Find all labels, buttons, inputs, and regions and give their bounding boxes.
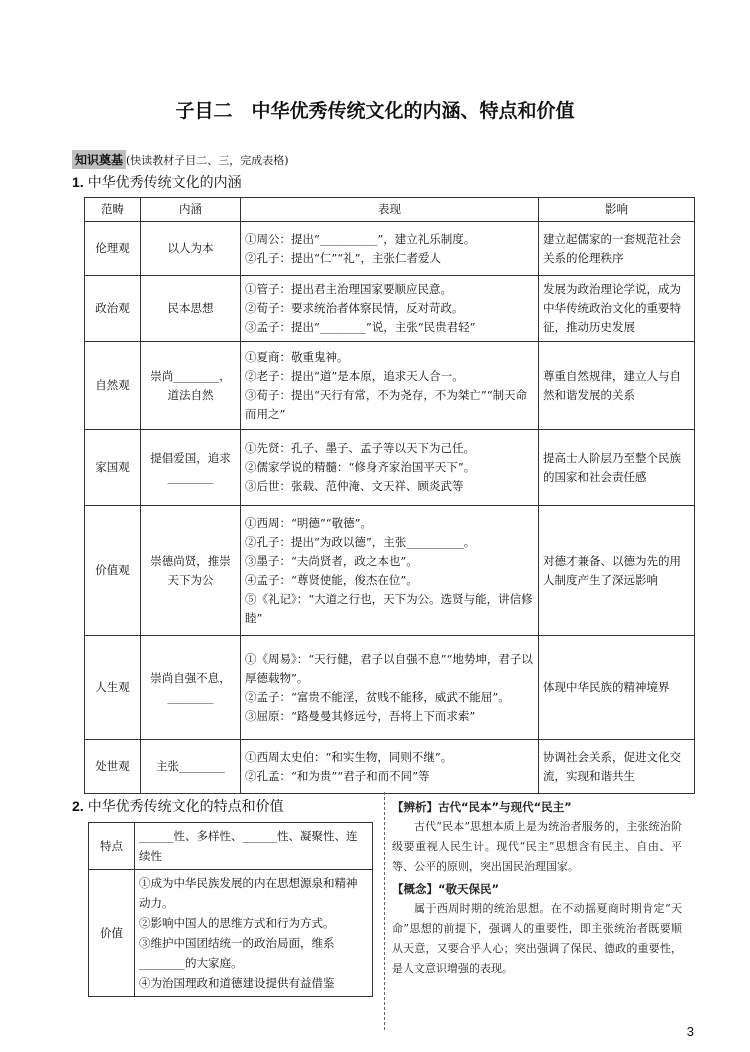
connotation-table [84, 197, 695, 794]
list-item: ③维护中国团结统一的政治局面，维系________的大家庭。 [139, 936, 335, 970]
list-item: ③墨子：“夫尚贤者，政之本也”。 [245, 553, 418, 568]
table-row [85, 342, 695, 430]
list-item: ②孔孟：“和为贵”“君子和而不同”等 [245, 768, 430, 783]
features-table [88, 822, 373, 997]
row-impact: 协调社会关系，促进文化交流，实现和谐共生 [539, 740, 695, 794]
feature-label: 特点 [89, 823, 135, 870]
table-row [89, 823, 373, 870]
table-row [85, 222, 695, 276]
row-manifestation [241, 430, 539, 506]
table-row [85, 740, 695, 794]
row-impact: 对德才兼备、以德为先的用人制度产生了深远影响 [539, 506, 695, 636]
list-item: ⑤《礼记》：“大道之行也，天下为公。选贤与能，讲信修睦” [245, 591, 533, 625]
row-impact: 尊重自然规律，建立人与自然和谐发展的关系 [539, 342, 695, 430]
list-item: ①先贤：孔子、墨子、孟子等以天下为己任。 [245, 441, 475, 455]
row-meaning: 主张________ [141, 740, 241, 794]
value-list [135, 870, 373, 997]
section2-heading [72, 796, 284, 816]
row-manifestation [241, 342, 539, 430]
list-item: ①夏商：敬重鬼神。 [245, 349, 349, 364]
list-item: ③孟子：提出“________”说，主张“民贵君轻” [245, 320, 476, 334]
row-impact: 提高士人阶层乃至整个民族的国家和社会责任感 [539, 430, 695, 506]
list-item: ①西周太史伯：“和实生物，同则不继”。 [245, 749, 453, 764]
row-impact: 建立起儒家的一套规范社会关系的伦理秩序 [539, 222, 695, 276]
list-item: ②孟子：“富贵不能淫，贫贱不能移，威武不能屈”。 [245, 689, 510, 704]
header-category: 范畴 [85, 198, 141, 222]
column-divider [384, 792, 385, 1030]
list-item: ①成为中华民族发展的内在思想源泉和精神动力。 [139, 876, 358, 910]
page-number: 3 [686, 1024, 694, 1039]
list-item: ①西周：“明德”“敬德”。 [245, 515, 373, 530]
knowledge-header [72, 150, 289, 169]
concept-text: 属于西周时期的统治思想。在不动摇夏商时期肯定“天命”思想的前提下，强调人的重要性，即主张统治者既要顺从天意，又要合乎人心；突出强调了保民、德政的重要性，是人文意识增强的表现。 [392, 902, 682, 975]
list-item: ②影响中国人的思维方式和行为方式。 [139, 916, 335, 930]
row-category: 家国观 [85, 430, 141, 506]
analysis-title: 【辨析】古代“民本”与现代“民主” [392, 800, 572, 814]
row-meaning: 崇尚________，道法自然 [141, 342, 241, 430]
analysis-text: 古代“民本”思想本质上是为统治者服务的，主张统治阶级要重视人民生计。现代“民主”思想含有民主、自由、平等、公平的原则，突出国民治理国家。 [392, 820, 682, 873]
list-item: ②孔子：提出“仁”“礼”，主张仁者爱人 [245, 250, 442, 265]
value-label: 价值 [89, 870, 135, 997]
list-item: ②荀子：要求统治者体察民情，反对苛政。 [245, 301, 464, 315]
row-manifestation [241, 506, 539, 636]
row-manifestation [241, 276, 539, 342]
sidebar-notes [392, 797, 682, 981]
list-item: ①周公：提出“__________”，建立礼乐制度。 [245, 231, 476, 246]
table-row [85, 430, 695, 506]
header-manifestation: 表现 [241, 198, 539, 222]
table-row [85, 506, 695, 636]
row-category: 自然观 [85, 342, 141, 430]
list-item: ①《周易》：“天行健，君子以自强不息”“地势坤，君子以厚德载物”。 [245, 651, 533, 685]
list-item: ③后世：张载、范仲淹、文天祥、顾炎武等 [245, 479, 464, 493]
row-meaning: 民本思想 [141, 276, 241, 342]
concept-title: 【概念】“敬天保民” [392, 882, 500, 896]
list-item: ②孔子：提出“为政以德”，主张__________。 [245, 534, 476, 549]
row-meaning: 以人为本 [141, 222, 241, 276]
row-category: 价值观 [85, 506, 141, 636]
table-header-row [85, 198, 695, 222]
section1-heading [72, 172, 242, 192]
row-manifestation [241, 636, 539, 740]
row-category: 伦理观 [85, 222, 141, 276]
row-category: 人生观 [85, 636, 141, 740]
row-meaning: 崇德尚贤，推崇天下为公 [141, 506, 241, 636]
list-item: ②儒家学说的精髓：“修身齐家治国平天下”。 [245, 460, 476, 474]
list-item: ④为治国理政和道德建设提供有益借鉴 [139, 976, 335, 990]
row-impact: 体现中华民族的精神境界 [539, 636, 695, 740]
section2-num: 2. [72, 798, 84, 814]
list-item: ④孟子：“尊贤使能，俊杰在位”。 [245, 572, 418, 587]
list-item: ①管子：提出君主治理国家要顺应民意。 [245, 282, 452, 296]
header-meaning: 内涵 [141, 198, 241, 222]
table-row [85, 636, 695, 740]
list-item: ②老子：提出“道”是本原，追求天人合一。 [245, 368, 464, 383]
knowledge-badge: 知识奠基 [72, 150, 126, 169]
table-row [89, 870, 373, 997]
table-row [85, 276, 695, 342]
row-category: 政治观 [85, 276, 141, 342]
row-meaning: 提倡爱国，追求________ [141, 430, 241, 506]
row-manifestation [241, 740, 539, 794]
section1-title: 中华优秀传统文化的内涵 [87, 175, 242, 191]
row-manifestation [241, 222, 539, 276]
row-category: 处世观 [85, 740, 141, 794]
row-meaning: 崇尚自强不息，________ [141, 636, 241, 740]
section2-title: 中华优秀传统文化的特点和价值 [87, 799, 284, 815]
row-impact: 发展为政治理论学说，成为中华传统政治文化的重要特征，推动历史发展 [539, 276, 695, 342]
section1-num: 1. [72, 174, 84, 190]
list-item: ③荀子：提出“天行有常，不为尧存，不为桀亡”“制天命而用之” [245, 387, 528, 421]
list-item: ③屈原：“路曼曼其修远兮，吾将上下而求索” [245, 708, 476, 723]
header-impact: 影响 [539, 198, 695, 222]
page-title: 子目二 中华优秀传统文化的内涵、特点和价值 [175, 100, 575, 122]
knowledge-note: (快读教材子目二、三，完成表格) [126, 154, 289, 167]
feature-text: ______性、多样性、______性、凝聚性、连续性 [135, 823, 373, 870]
